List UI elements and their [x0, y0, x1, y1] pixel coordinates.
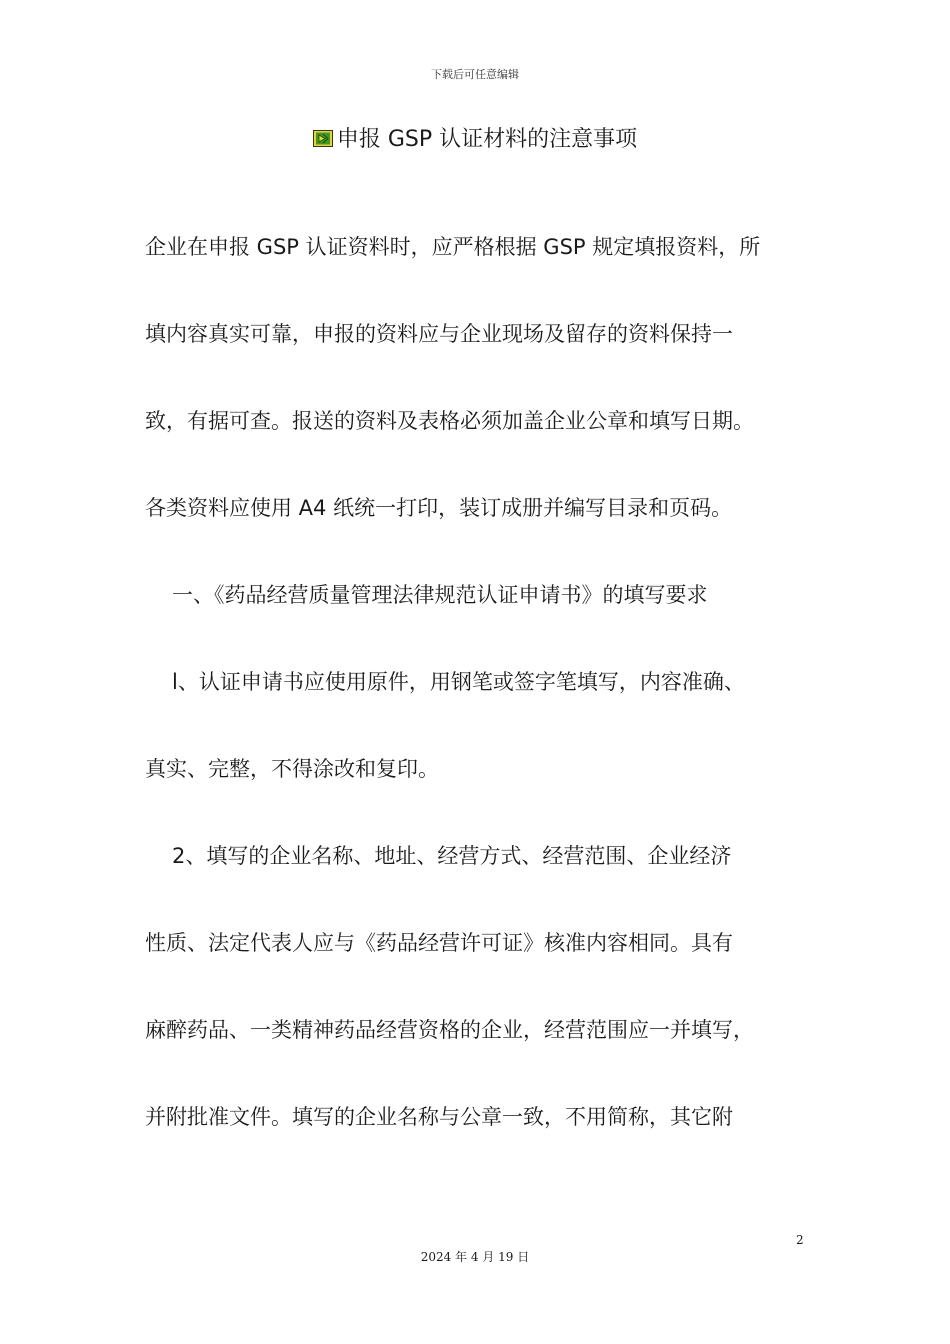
page-number: 2: [796, 1233, 804, 1247]
paragraph-line: 各类资料应使用 A4 纸统一打印，装订成册并编写目录和页码。: [145, 496, 733, 520]
header-note: 下载后可任意编辑: [431, 68, 519, 81]
paragraph-line: 致，有据可查。报送的资料及表格必须加盖企业公章和填写日期。: [145, 409, 754, 433]
paragraph-line: 2、填写的企业名称、地址、经营方式、经营范围、企业经济: [172, 844, 732, 868]
document-title-text: 申报 GSP 认证材料的注意事项: [336, 127, 638, 152]
paragraph-line: 性质、法定代表人应与《药品经营许可证》核准内容相同。具有: [145, 931, 733, 955]
paragraph-line: 填内容真实可靠，申报的资料应与企业现场及留存的资料保持一: [145, 322, 733, 346]
paragraph-line: 并附批准文件。填写的企业名称与公章一致，不用简称，其它附: [145, 1105, 733, 1129]
document-title: [0, 124, 950, 156]
paragraph-line: 麻醉药品、一类精神药品经营资格的企业，经营范围应一并填写，: [145, 1018, 754, 1042]
document-body: [145, 204, 810, 1161]
paragraph-line: 企业在申报 GSP 认证资料时，应严格根据 GSP 规定填报资料，所: [145, 235, 761, 259]
document-green-icon: [313, 130, 333, 147]
paragraph-line: l、认证申请书应使用原件，用钢笔或签字笔填写，内容准确、: [172, 670, 745, 694]
footer-date: 2024 年 4 月 19 日: [420, 1250, 530, 1264]
paragraph-line: 真实、完整，不得涂改和复印。: [145, 757, 439, 781]
section-heading: 一、《药品经营质量管理法律规范认证申请书》的填写要求: [172, 583, 708, 607]
